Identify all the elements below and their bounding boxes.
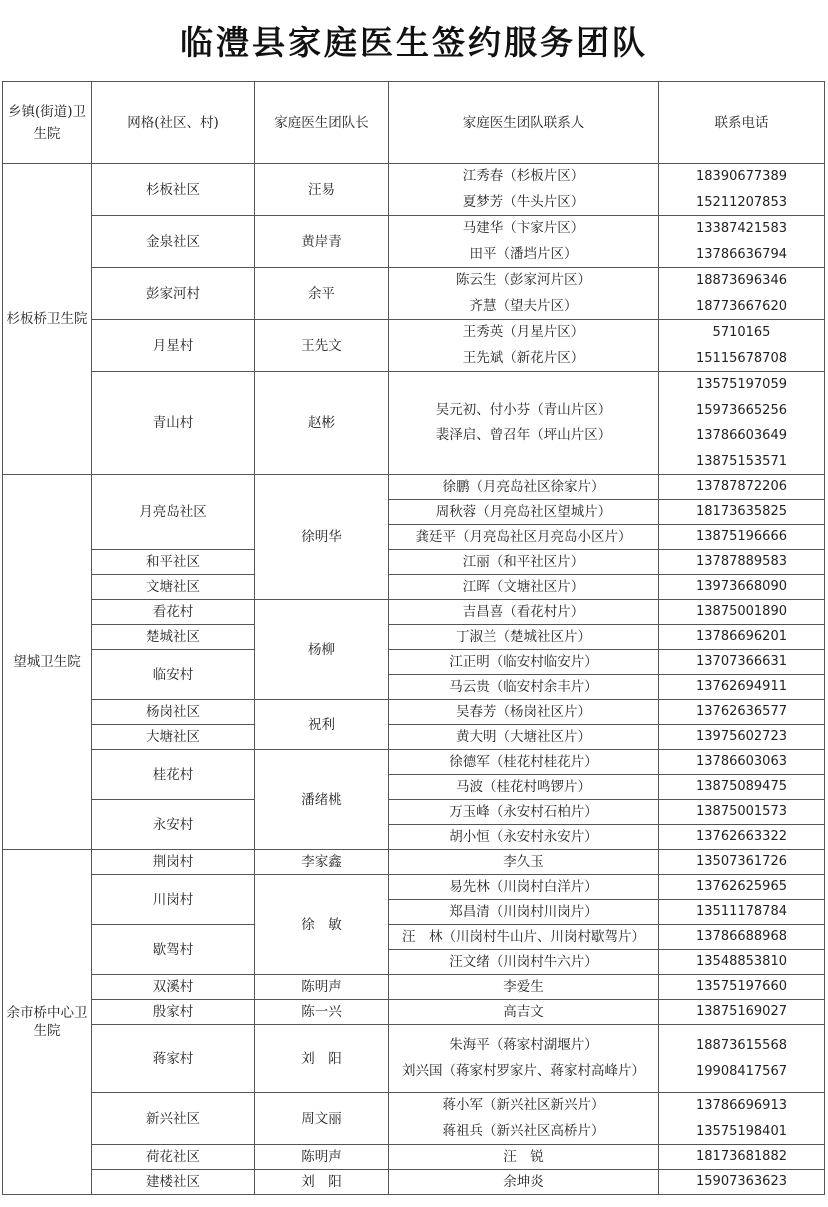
contact-cell: 江正明（临安村临安片） xyxy=(389,650,659,675)
contact-cell: 周秋蓉（月亮岛社区望城片） xyxy=(389,500,659,525)
phone-cell: 13786696201 xyxy=(659,625,825,650)
phone-cell: 18173635825 xyxy=(659,500,825,525)
contact-cell: 高吉文 xyxy=(389,1000,659,1025)
table-row xyxy=(3,700,825,725)
contact-cell: 汪 锐 xyxy=(389,1145,659,1170)
contact-cell: 马波（桂花村鸣锣片） xyxy=(389,775,659,800)
contact-cell: 蒋小军（新兴社区新兴片） 蒋祖兵（新兴社区高桥片） xyxy=(389,1093,659,1145)
table-row xyxy=(3,216,825,268)
contact-cell: 吴元初、付小芬（青山片区） 裴泽启、曾召年（坪山片区） xyxy=(389,372,659,475)
contact-cell: 徐德军（桂花村桂花片） xyxy=(389,750,659,775)
leader-cell: 王先文 xyxy=(255,320,389,372)
table-row xyxy=(3,1145,825,1170)
phone-cell: 13875089475 xyxy=(659,775,825,800)
leader-cell: 赵彬 xyxy=(255,372,389,475)
grid-cell: 月亮岛社区 xyxy=(92,475,255,550)
phone-cell: 13575197059 15973665256 13786603649 13875153571 xyxy=(659,372,825,475)
grid-cell: 双溪村 xyxy=(92,975,255,1000)
table-row xyxy=(3,725,825,750)
phone-cell: 13762663322 xyxy=(659,825,825,850)
contact-cell: 郑昌清（川岗村川岗片） xyxy=(389,900,659,925)
table-row xyxy=(3,475,825,500)
phone-cell: 13507361726 xyxy=(659,850,825,875)
grid-cell: 永安村 xyxy=(92,800,255,850)
table-row xyxy=(3,1000,825,1025)
table-row xyxy=(3,875,825,900)
phone-cell: 13975602723 xyxy=(659,725,825,750)
grid-cell: 月星村 xyxy=(92,320,255,372)
contact-cell: 江秀春（杉板片区） 夏梦芳（牛头片区） xyxy=(389,164,659,216)
grid-cell: 彭家河村 xyxy=(92,268,255,320)
contact-cell: 王秀英（月星片区） 王先斌（新花片区） xyxy=(389,320,659,372)
contact-cell: 江丽（和平社区片） xyxy=(389,550,659,575)
phone-cell: 13786688968 xyxy=(659,925,825,950)
header-phone: 联系电话 xyxy=(659,82,825,164)
phone-cell: 18173681882 xyxy=(659,1145,825,1170)
leader-cell: 祝利 xyxy=(255,700,389,750)
grid-cell: 文塘社区 xyxy=(92,575,255,600)
leader-cell: 刘 阳 xyxy=(255,1025,389,1093)
phone-cell: 13575197660 xyxy=(659,975,825,1000)
contact-cell: 马云贵（临安村余丰片） xyxy=(389,675,659,700)
grid-cell: 荷花社区 xyxy=(92,1145,255,1170)
phone-cell: 13875169027 xyxy=(659,1000,825,1025)
phone-cell: 13707366631 xyxy=(659,650,825,675)
phone-cell: 18873615568 19908417567 xyxy=(659,1025,825,1093)
phone-cell: 13762636577 xyxy=(659,700,825,725)
contact-cell: 丁淑兰（楚城社区片） xyxy=(389,625,659,650)
grid-cell: 杉板社区 xyxy=(92,164,255,216)
leader-cell: 陈明声 xyxy=(255,975,389,1000)
phone-cell: 15907363623 xyxy=(659,1170,825,1195)
contact-cell: 李久玉 xyxy=(389,850,659,875)
table-row xyxy=(3,750,825,775)
contact-cell: 吉昌喜（看花村片） xyxy=(389,600,659,625)
table-row xyxy=(3,550,825,575)
table-row xyxy=(3,800,825,825)
phone-cell: 13786696913 13575198401 xyxy=(659,1093,825,1145)
team-table xyxy=(2,81,825,1195)
contact-cell: 江晖（文塘社区片） xyxy=(389,575,659,600)
grid-cell: 金泉社区 xyxy=(92,216,255,268)
phone-cell: 13762694911 xyxy=(659,675,825,700)
contact-cell: 吴春芳（杨岗社区片） xyxy=(389,700,659,725)
table-row xyxy=(3,625,825,650)
leader-cell: 周文丽 xyxy=(255,1093,389,1145)
leader-cell: 潘绪桃 xyxy=(255,750,389,850)
header-contact: 家庭医生团队联系人 xyxy=(389,82,659,164)
table-row xyxy=(3,600,825,625)
phone-cell: 18390677389 15211207853 xyxy=(659,164,825,216)
page-title: 临澧县家庭医生签约服务团队 xyxy=(180,22,648,62)
township-cell: 杉板桥卫生院 xyxy=(3,164,92,475)
contact-cell: 陈云生（彭家河片区） 齐慧（望夫片区） xyxy=(389,268,659,320)
township-cell: 望城卫生院 xyxy=(3,475,92,850)
leader-cell: 刘 阳 xyxy=(255,1170,389,1195)
contact-cell: 马建华（卞家片区） 田平（潘垱片区） xyxy=(389,216,659,268)
table-row xyxy=(3,268,825,320)
phone-cell: 13875196666 xyxy=(659,525,825,550)
leader-cell: 李家鑫 xyxy=(255,850,389,875)
table-row xyxy=(3,372,825,475)
grid-cell: 和平社区 xyxy=(92,550,255,575)
leader-cell: 陈一兴 xyxy=(255,1000,389,1025)
contact-cell: 朱海平（蒋家村湖堰片） 刘兴国（蒋家村罗家片、蒋家村高峰片） xyxy=(389,1025,659,1093)
grid-cell: 青山村 xyxy=(92,372,255,475)
leader-cell: 杨柳 xyxy=(255,600,389,700)
grid-cell: 桂花村 xyxy=(92,750,255,800)
table-row xyxy=(3,975,825,1000)
header-township: 乡镇(街道)卫生院 xyxy=(3,82,92,164)
phone-cell: 13875001890 xyxy=(659,600,825,625)
leader-cell: 余平 xyxy=(255,268,389,320)
contact-cell: 万玉峰（永安村石柏片） xyxy=(389,800,659,825)
grid-cell: 蒋家村 xyxy=(92,1025,255,1093)
table-row xyxy=(3,925,825,950)
contact-cell: 李爱生 xyxy=(389,975,659,1000)
grid-cell: 殷家村 xyxy=(92,1000,255,1025)
table-row xyxy=(3,320,825,372)
contact-cell: 汪 林（川岗村牛山片、川岗村歇驾片） xyxy=(389,925,659,950)
header-row xyxy=(3,82,825,164)
phone-cell: 18873696346 18773667620 xyxy=(659,268,825,320)
phone-cell: 13511178784 xyxy=(659,900,825,925)
contact-cell: 黄大明（大塘社区片） xyxy=(389,725,659,750)
phone-cell: 13762625965 xyxy=(659,875,825,900)
phone-cell: 13786603063 xyxy=(659,750,825,775)
grid-cell: 看花村 xyxy=(92,600,255,625)
leader-cell: 徐 敏 xyxy=(255,875,389,975)
table-row xyxy=(3,575,825,600)
leader-cell: 徐明华 xyxy=(255,475,389,600)
contact-cell: 徐鹏（月亮岛社区徐家片） xyxy=(389,475,659,500)
phone-cell: 13787889583 xyxy=(659,550,825,575)
grid-cell: 大塘社区 xyxy=(92,725,255,750)
table-row xyxy=(3,650,825,675)
contact-cell: 余坤炎 xyxy=(389,1170,659,1195)
contact-cell: 胡小恒（永安村永安片） xyxy=(389,825,659,850)
contact-cell: 汪文绪（川岗村牛六片） xyxy=(389,950,659,975)
header-leader: 家庭医生团队长 xyxy=(255,82,389,164)
leader-cell: 陈明声 xyxy=(255,1145,389,1170)
table-row xyxy=(3,164,825,216)
grid-cell: 歇驾村 xyxy=(92,925,255,975)
table-row xyxy=(3,1170,825,1195)
header-grid: 网格(社区、村) xyxy=(92,82,255,164)
contact-cell: 龚廷平（月亮岛社区月亮岛小区片） xyxy=(389,525,659,550)
grid-cell: 楚城社区 xyxy=(92,625,255,650)
phone-cell: 13548853810 xyxy=(659,950,825,975)
phone-cell: 13787872206 xyxy=(659,475,825,500)
grid-cell: 新兴社区 xyxy=(92,1093,255,1145)
phone-cell: 5710165 15115678708 xyxy=(659,320,825,372)
grid-cell: 临安村 xyxy=(92,650,255,700)
table-row xyxy=(3,850,825,875)
grid-cell: 荆岗村 xyxy=(92,850,255,875)
table-row xyxy=(3,1025,825,1093)
township-cell: 余市桥中心卫生院 xyxy=(3,850,92,1195)
leader-cell: 汪易 xyxy=(255,164,389,216)
phone-cell: 13387421583 13786636794 xyxy=(659,216,825,268)
leader-cell: 黄岸青 xyxy=(255,216,389,268)
phone-cell: 13875001573 xyxy=(659,800,825,825)
grid-cell: 川岗村 xyxy=(92,875,255,925)
phone-cell: 13973668090 xyxy=(659,575,825,600)
grid-cell: 建楼社区 xyxy=(92,1170,255,1195)
table-row xyxy=(3,1093,825,1145)
grid-cell: 杨岗社区 xyxy=(92,700,255,725)
contact-cell: 易先林（川岗村白洋片） xyxy=(389,875,659,900)
